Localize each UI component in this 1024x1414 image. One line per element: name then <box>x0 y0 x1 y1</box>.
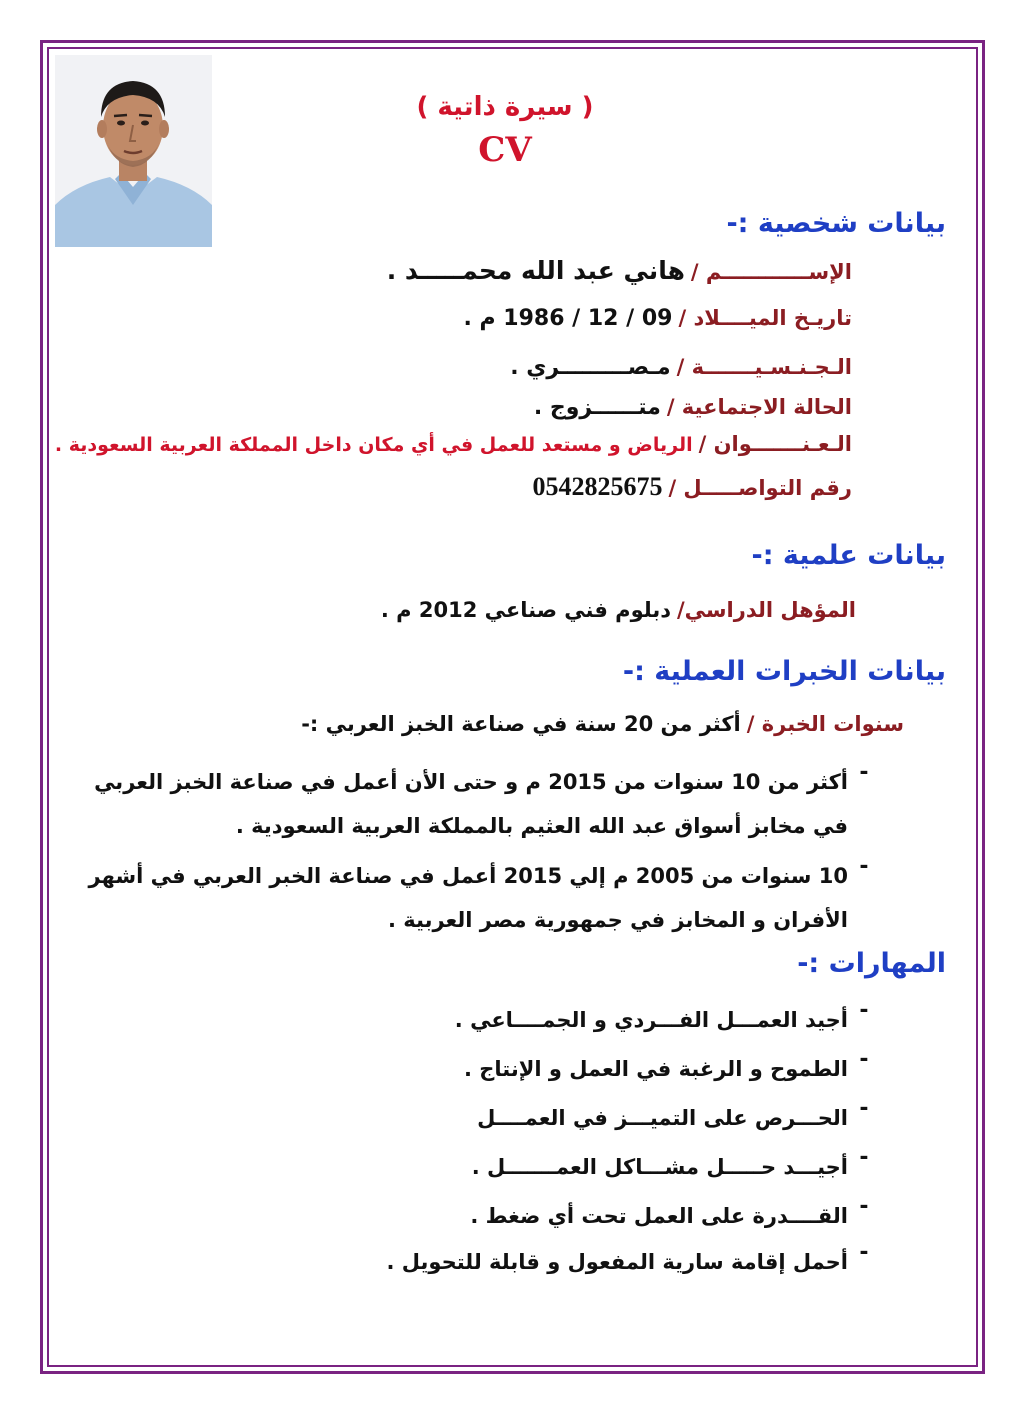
experience-item-text: 10 سنوات من 2005 م إلي 2015 أعمل في صناعة الخبر العربي في أشهر الأفران و المخابز في جمهورية مصر العربية . <box>88 864 848 932</box>
experience-item <box>80 854 880 942</box>
profile-photo <box>55 55 212 247</box>
birthdate-label: تاريـخ الميــــلاد / <box>678 306 852 330</box>
skill-item-text: أجيد العمـــل الفـــردي و الجمــــاعي . <box>454 1008 848 1032</box>
experience-years-value: أكثر من 20 سنة في صناعة الخبز العربي :- <box>301 712 741 736</box>
dash-bullet-icon: - <box>859 998 869 1023</box>
personal-row-birthdate <box>463 306 852 331</box>
experience-item <box>80 760 880 848</box>
skill-item <box>472 1145 880 1189</box>
skill-item-text: القــــدرة على العمل تحت أي ضغط . <box>470 1204 848 1228</box>
skill-item-text: الطموح و الرغبة في العمل و الإنتاج . <box>463 1057 848 1081</box>
name-value: هاني عبد الله محمـــــد . <box>386 256 685 285</box>
skill-item-highlighted <box>387 1240 881 1284</box>
qualification-label: المؤهل الدراسي/ <box>676 598 856 622</box>
phone-value: 0542825675 <box>532 472 663 501</box>
dash-bullet-icon: - <box>859 1240 869 1265</box>
dash-bullet-icon: - <box>859 1047 869 1072</box>
skill-item-text: الحـــرص على التميـــز في العمــــل <box>477 1106 848 1130</box>
experience-years-label: سنوات الخبرة / <box>746 712 904 736</box>
experience-years-row <box>301 712 904 736</box>
personal-row-phone <box>532 472 852 502</box>
personal-row-name <box>387 256 852 285</box>
address-value: الرياض و مستعد للعمل في أي مكان داخل المملكة العربية السعودية . <box>54 434 693 456</box>
person-portrait-icon <box>55 55 212 247</box>
phone-label: رقم التواصـــــل / <box>668 476 852 500</box>
dash-bullet-icon: - <box>859 1145 869 1170</box>
dash-bullet-icon: - <box>859 760 869 785</box>
experience-section-heading: بيانات الخبرات العملية :- <box>622 656 946 687</box>
birthdate-value: 09 / 12 / 1986 م . <box>463 306 673 331</box>
education-row <box>381 598 856 622</box>
skill-item <box>470 1194 880 1238</box>
personal-section-heading: بيانات شخصية :- <box>726 208 946 239</box>
skill-item-text: أحمل إقامة سارية المفعول و قابلة للتحويل . <box>386 1250 848 1274</box>
personal-row-nationality <box>510 355 852 380</box>
marital-status-value: متــــــزوج . <box>533 395 661 420</box>
skills-section-heading: المهارات :- <box>797 948 946 979</box>
marital-status-label: الحالة الاجتماعية / <box>666 395 852 419</box>
education-section-heading: بيانات علمية :- <box>751 540 946 571</box>
nationality-label: الـجـنـسـيـــــــة / <box>676 355 852 379</box>
cv-title-arabic: ( سيرة ذاتية ) <box>416 92 594 122</box>
personal-row-marital-status <box>534 395 852 420</box>
experience-item-text: أكثر من 10 سنوات من 2015 م و حتى الأن أعمل في صناعة الخبز العربي في مخابز أسواق عبد الله العثيم بالمملكة العربية السعودية . <box>94 770 848 838</box>
dash-bullet-icon: - <box>859 854 869 879</box>
address-label: الـعـنـــــــوان / <box>698 432 852 456</box>
skill-item <box>464 1047 880 1091</box>
cv-title-english: CV <box>478 130 532 170</box>
name-label: الإســــــــــــم / <box>690 260 852 284</box>
skill-item <box>477 1096 880 1140</box>
skill-item-text: أجيـــد حـــــل مشـــاكل العمـــــــل . <box>471 1155 848 1179</box>
skill-item <box>455 998 880 1042</box>
personal-row-address <box>55 432 852 456</box>
dash-bullet-icon: - <box>859 1194 869 1219</box>
dash-bullet-icon: - <box>859 1096 869 1121</box>
nationality-value: مـصـــــــــري . <box>510 355 671 380</box>
qualification-value: دبلوم فني صناعي 2012 م . <box>380 598 671 622</box>
